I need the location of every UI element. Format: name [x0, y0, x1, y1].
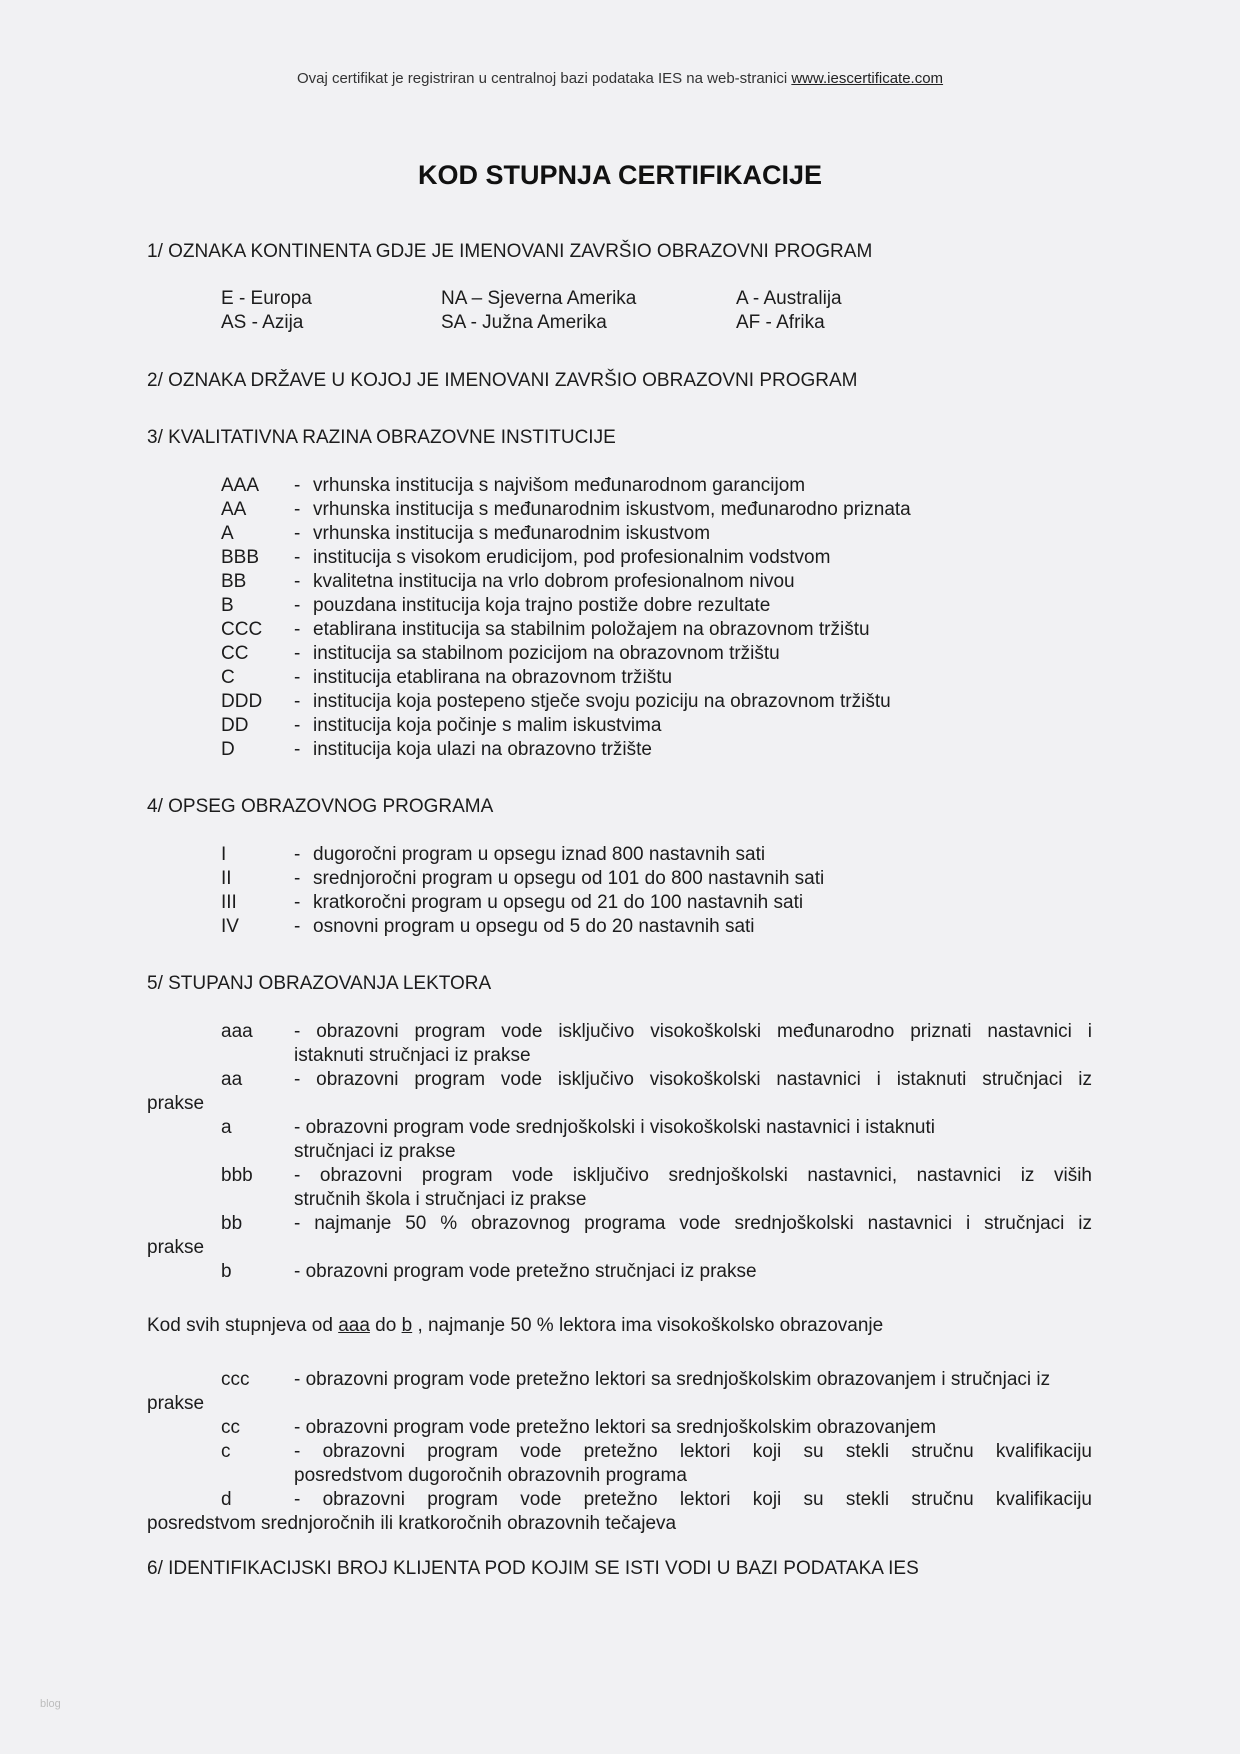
list-item-dash: - — [294, 619, 301, 640]
list-item-code: CCC — [221, 619, 263, 640]
list-item-code: I — [221, 844, 227, 865]
list-item-code: BBB — [221, 547, 260, 568]
list-item-dash: - — [294, 475, 301, 496]
list-item-dash: - — [294, 547, 301, 568]
lecturer-code: a — [221, 1117, 232, 1138]
list-item-dash: - — [294, 691, 301, 712]
section-6-heading: 6/ IDENTIFIKACIJSKI BROJ KLIJENTA POD KOJIM SE ISTI VODI U BAZI PODATAKA IES — [147, 1558, 919, 1579]
lecturer-code: aaa — [221, 1021, 253, 1042]
list-item-dash: - — [294, 916, 301, 937]
list-item-text: etablirana institucija sa stabilnim položajem na obrazovnom tržištu — [313, 619, 870, 640]
continent-australia: A - Australija — [736, 288, 842, 309]
list-item-code: IV — [221, 916, 239, 937]
list-item-text: vrhunska institucija s međunarodnim iskustvom, međunarodno priznata — [313, 499, 911, 520]
list-item-code: D — [221, 739, 235, 760]
lecturer-desc-cont: prakse — [147, 1093, 205, 1114]
list-item-dash: - — [294, 715, 301, 736]
list-item-dash: - — [294, 643, 301, 664]
continent-europe: E - Europa — [221, 288, 312, 309]
list-item-code: AA — [221, 499, 247, 520]
lecturer-desc: - obrazovni program vode isključivo visokoškolski nastavnici i istaknuti stručnjaci iz — [294, 1069, 1092, 1090]
lecturer-desc: - obrazovni program vode pretežno lektori koji su stekli stručnu kvalifikaciju — [294, 1441, 1092, 1462]
list-item-code: AAA — [221, 475, 260, 496]
list-item-code: A — [221, 523, 234, 544]
list-item-text: srednjoročni program u opsegu od 101 do 800 nastavnih sati — [313, 868, 825, 889]
list-item-dash: - — [294, 892, 301, 913]
section-3-heading: 3/ KVALITATIVNA RAZINA OBRAZOVNE INSTITUCIJE — [147, 427, 616, 448]
lecturer-note — [147, 1314, 883, 1338]
note-code-b: b — [401, 1315, 413, 1336]
page-title: KOD STUPNJA CERTIFIKACIJE — [417, 160, 823, 190]
list-item-dash: - — [294, 844, 301, 865]
list-item-code: DDD — [221, 691, 263, 712]
section-2-heading: 2/ OZNAKA DRŽAVE U KOJOJ JE IMENOVANI ZAVRŠIO OBRAZOVNI PROGRAM — [147, 370, 858, 391]
lecturer-desc-cont: posredstvom srednjoročnih ili kratkoročnih obrazovnih tečajeva — [147, 1513, 677, 1534]
list-item-dash: - — [294, 667, 301, 688]
list-item-dash: - — [294, 868, 301, 889]
list-item-text: osnovni program u opsegu od 5 do 20 nastavnih sati — [313, 916, 755, 937]
list-item-code: DD — [221, 715, 249, 736]
list-item-text: pouzdana institucija koja trajno postiže dobre rezultate — [313, 595, 771, 616]
lecturer-desc: - obrazovni program vode srednjoškolski i visokoškolski nastavnici i istaknuti — [294, 1117, 935, 1138]
lecturer-desc-cont: posredstvom dugoročnih obrazovnih programa — [294, 1465, 687, 1486]
list-item-text: kvalitetna institucija na vrlo dobrom profesionalnom nivou — [313, 571, 795, 592]
continent-africa: AF - Afrika — [736, 312, 825, 333]
list-item-code: BB — [221, 571, 247, 592]
continent-south-america: SA - Južna Amerika — [441, 312, 607, 333]
lecturer-code: ccc — [221, 1369, 250, 1390]
list-item-code: C — [221, 667, 235, 688]
section-5-heading: 5/ STUPANJ OBRAZOVANJA LEKTORA — [147, 973, 492, 994]
list-item-text: vrhunska institucija s međunarodnim iskustvom — [313, 523, 711, 544]
continent-north-america: NA – Sjeverna Amerika — [441, 288, 637, 309]
list-item-text: kratkoročni program u opsegu od 21 do 100 nastavnih sati — [313, 892, 804, 913]
list-item-dash: - — [294, 595, 301, 616]
list-item-text: institucija koja ulazi na obrazovno tržište — [313, 739, 653, 760]
note-text: do — [369, 1315, 402, 1336]
lecturer-code: cc — [221, 1417, 240, 1438]
list-item-dash: - — [294, 739, 301, 760]
registration-notice — [0, 70, 1240, 87]
list-item-text: dugoročni program u opsegu iznad 800 nastavnih sati — [313, 844, 766, 865]
lecturer-desc-cont: istaknuti stručnjaci iz prakse — [294, 1045, 531, 1066]
section-4-heading: 4/ OPSEG OBRAZOVNOG PROGRAMA — [147, 796, 494, 817]
list-item-text: institucija etablirana na obrazovnom tržištu — [313, 667, 673, 688]
list-item-text: vrhunska institucija s najvišom međunarodnom garancijom — [313, 475, 806, 496]
list-item-code: B — [221, 595, 234, 616]
lecturer-desc-cont: stručnih škola i stručnjaci iz prakse — [294, 1189, 587, 1210]
lecturer-code: d — [221, 1489, 232, 1510]
lecturer-code: c — [221, 1441, 231, 1462]
note-code-aaa: aaa — [338, 1315, 370, 1336]
notice-text: Ovaj certifikat je registriran u centralnoj bazi podataka IES na web-stranici — [296, 70, 788, 87]
section-1-heading: 1/ OZNAKA KONTINENTA GDJE JE IMENOVANI ZAVRŠIO OBRAZOVNI PROGRAM — [147, 241, 873, 262]
lecturer-code: b — [221, 1261, 232, 1282]
lecturer-code: aa — [221, 1069, 243, 1090]
list-item-text: institucija koja postepeno stječe svoju poziciju na obrazovnom tržištu — [313, 691, 891, 712]
list-item-text: institucija s visokom erudicijom, pod profesionalnim vodstvom — [313, 547, 831, 568]
lecturer-desc: - obrazovni program vode pretežno lektori koji su stekli stručnu kvalifikaciju — [294, 1489, 1092, 1510]
lecturer-desc: - obrazovni program vode pretežno lektori sa srednjoškolskim obrazovanjem i stručnjaci iz — [294, 1369, 1051, 1390]
continent-asia: AS - Azija — [221, 312, 304, 333]
list-item-code: CC — [221, 643, 249, 664]
lecturer-desc: - obrazovni program vode pretežno stručnjaci iz prakse — [294, 1261, 757, 1282]
lecturer-desc: - obrazovni program vode isključivo visokoškolski međunarodno priznati nastavnici i — [294, 1021, 1092, 1042]
list-item-dash: - — [294, 499, 301, 520]
lecturer-desc-cont: prakse — [147, 1393, 205, 1414]
list-item-dash: - — [294, 523, 301, 544]
list-item-text: institucija sa stabilnom pozicijom na obrazovnom tržištu — [313, 643, 780, 664]
note-text: Kod svih stupnjeva od — [147, 1315, 339, 1336]
lecturer-code: bbb — [221, 1165, 253, 1186]
watermark: blog — [40, 1698, 61, 1710]
lecturer-desc-cont: prakse — [147, 1237, 205, 1258]
lecturer-desc: - obrazovni program vode isključivo srednjoškolski nastavnici, nastavnici iz viših — [294, 1165, 1092, 1186]
list-item-code: III — [221, 892, 237, 913]
lecturer-desc: - obrazovni program vode pretežno lektori sa srednjoškolskim obrazovanjem — [294, 1417, 937, 1438]
lecturer-desc-cont: stručnjaci iz prakse — [294, 1141, 456, 1162]
note-text: , najmanje 50 % lektora ima visokoškolsko obrazovanje — [412, 1315, 884, 1336]
list-item-text: institucija koja počinje s malim iskustvima — [313, 715, 662, 736]
lecturer-code: bb — [221, 1213, 243, 1234]
list-item-code: II — [221, 868, 232, 889]
lecturer-desc: - najmanje 50 % obrazovnog programa vode srednjoškolski nastavnici i stručnjaci iz — [294, 1213, 1092, 1234]
website-link[interactable]: www.iescertificate.com — [791, 70, 944, 87]
list-item-dash: - — [294, 571, 301, 592]
